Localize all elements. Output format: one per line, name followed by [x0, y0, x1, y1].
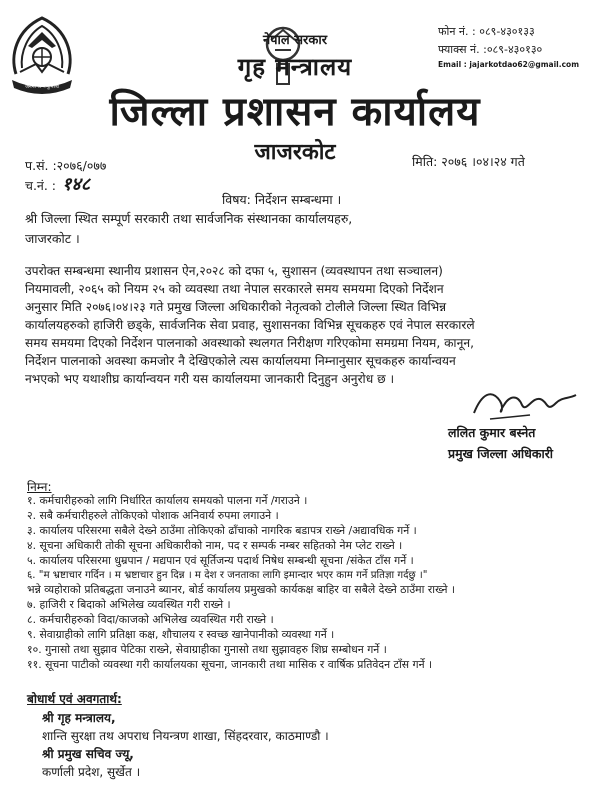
- list-item: ७. हाजिरी र बिदाको अभिलेख व्यवस्थित गरी राख्ने ।: [27, 598, 231, 612]
- copy-to-line: कर्णाली प्रदेश, सुर्खेत ।: [42, 765, 141, 779]
- list-item: १. कर्मचारीहरुको लागि निर्धारित कार्यालय समयको पालना गर्ने /गराउने ।: [27, 494, 308, 507]
- letter-date: मिति: २०७६ ।०४।२४ गते: [412, 154, 525, 169]
- body-line: नियमावली, २०६५ को नियम २५ को व्यवस्था तथा नेपाल सरकारले समय समयमा दिएको निर्देशन: [25, 282, 444, 296]
- body-line: कार्यालयहरुको हाजिरी छड्के, सार्वजनिक सेवा प्रवाह, सुशासनका विभिन्न सूचकहरु एवं नेपाल सरकारले: [25, 318, 475, 332]
- list-item: ८. कर्मचारीहरुको विदा/काजको अभिलेख व्यवस्थित गरी राख्ने ।: [27, 613, 274, 627]
- recipient-line-1: श्री जिल्ला स्थित सम्पूर्ण सरकारी तथा सार्वजनिक संस्थानका कार्यालयहरु,: [25, 211, 353, 226]
- list-item: ४. सूचना अधिकारी तोकी सूचना अधिकारीको नाम, पद र सम्पर्क नम्बर सहितको नेम प्लेट राख्ने ।: [27, 538, 403, 552]
- phone-number: फोन नं. : ०८९-४३०१३३: [438, 25, 535, 38]
- list-item: १०. गुनासो तथा सुझाव पेटिका राख्ने, सेवाग्राहीका गुनासो तथा सुझावहरु शिघ्र सम्बोधन गर्ने ।: [27, 643, 387, 657]
- copy-to-line: श्री गृह मन्त्रालय,: [42, 711, 116, 725]
- ministry-name: गृह मन्त्रालय: [237, 53, 353, 81]
- copy-to-line: शान्ति सुरक्षा तथ अपराध नियन्त्रण शाखा, सिंहदरवार, काठमाण्डौ ।: [42, 729, 329, 743]
- body-line: नभएको भए यथाशीघ्र कार्यान्वयन गरी यस कार्यालयमा जानकारी दिनुहुन अनुरोध छ ।: [25, 372, 395, 386]
- list-item: २. सबै कर्मचारीहरुले तोकिएको पोशाक अनिवार्य रुपमा लगाउने ।: [27, 508, 279, 522]
- list-item: ३. कार्यालय परिसरमा सबैले देख्ने ठाउँमा तोकिएको ढाँचाको नागरिक बडापत्र राख्ने /अद्यावधिक गर्ने ।: [27, 523, 417, 537]
- handwritten-signature: [470, 383, 582, 423]
- body-line: उपरोक्त सम्बन्धमा स्थानीय प्रशासन ऐन,२०२८ को दफा ५, सुशासन (व्यवस्थापन तथा सञ्चालन): [25, 264, 443, 278]
- fax-number: फ्याक्स नं. :०८९-४३०१३०: [438, 43, 543, 56]
- office-name: जिल्ला प्रशासन कार्यालय: [109, 89, 481, 135]
- copy-to-line: श्री प्रमुख सचिव ज्यू,: [42, 747, 134, 761]
- recipient-line-2: जाजरकोट ।: [25, 231, 80, 246]
- instruction-list: [27, 494, 587, 673]
- instructions-heading: निम्न:: [27, 480, 52, 494]
- signatory-name: ललित कुमार बस्नेत: [448, 425, 536, 440]
- body-line: समय समयमा दिएको निर्देशन पालनाको अवस्थाको स्थलगत निरीक्षण गरिएकोमा समग्रमा नियम, कानून,: [25, 336, 474, 350]
- list-item: ११. सूचना पाटीको व्यवस्था गरी कार्यालयका सूचना, जानकारी तथा मासिक र वार्षिक प्रतिवेदन टाँस गर्ने ।: [27, 657, 433, 671]
- office-location: जाजरकोट: [254, 140, 336, 165]
- letter-subject: विषय: निर्देशन सम्बन्धमा ।: [222, 192, 342, 207]
- email-address: Email : jajarkotdao62@gmail.com: [438, 60, 580, 69]
- copy-to-heading: बोधार्थ एवं अवगतार्थ:: [27, 692, 122, 706]
- svg-text:जननी जन्मभूमिश्च: जननी जन्मभूमिश्च: [25, 84, 59, 90]
- dispatch-number-label: च.नं. :: [25, 178, 57, 193]
- list-item: भन्ने व्यहोराको प्रतिबद्धता जनाउने ब्यानर, बोर्ड कार्यालय प्रमुखको कार्यकक्ष बाहिर वा सबैले देख्ने ठाउँमा राख्ने ।: [27, 583, 455, 597]
- dispatch-number-value: १४८: [62, 174, 91, 195]
- list-item: ९. सेवाग्राहीको लागि प्रतिक्षा कक्ष, शौचालय र स्वच्छ खानेपानीको व्यवस्था गर्ने ।: [27, 628, 335, 642]
- copy-to-list: [42, 709, 582, 781]
- letter-body: [25, 262, 585, 388]
- list-item: ५. कार्यालय परिसरमा धुम्रपान / मद्यपान एवं सूर्तिजन्य पदार्थ निषेध सम्बन्धी सूचना /संकेत टाँस गर्ने ।: [27, 553, 414, 567]
- government-name: नेपाल सरकार: [262, 33, 328, 48]
- letter-reference-number: प.सं. :२०७६/०७७: [25, 158, 107, 173]
- body-line: निर्देशन पालनाको अवस्था कमजोर नै देखिएकोले त्यस कार्यालयमा निम्नानुसार सूचकहरु कार्यान्वयन: [25, 354, 456, 368]
- list-item: ६. "म भ्रष्टाचार गर्दिन । म भ्रष्टाचार हुन दिन्न । म देश र जनताका लागि इमान्दार भएर काम गर्ने प्रतिज्ञा गर्दछु ।": [27, 569, 428, 581]
- signatory-title: प्रमुख जिल्ला अधिकारी: [448, 446, 554, 461]
- body-line: अनुसार मिति २०७६।०४।२३ गते प्रमुख जिल्ला अधिकारीको नेतृत्वको टोलीले जिल्ला स्थित विभिन्न: [25, 300, 447, 314]
